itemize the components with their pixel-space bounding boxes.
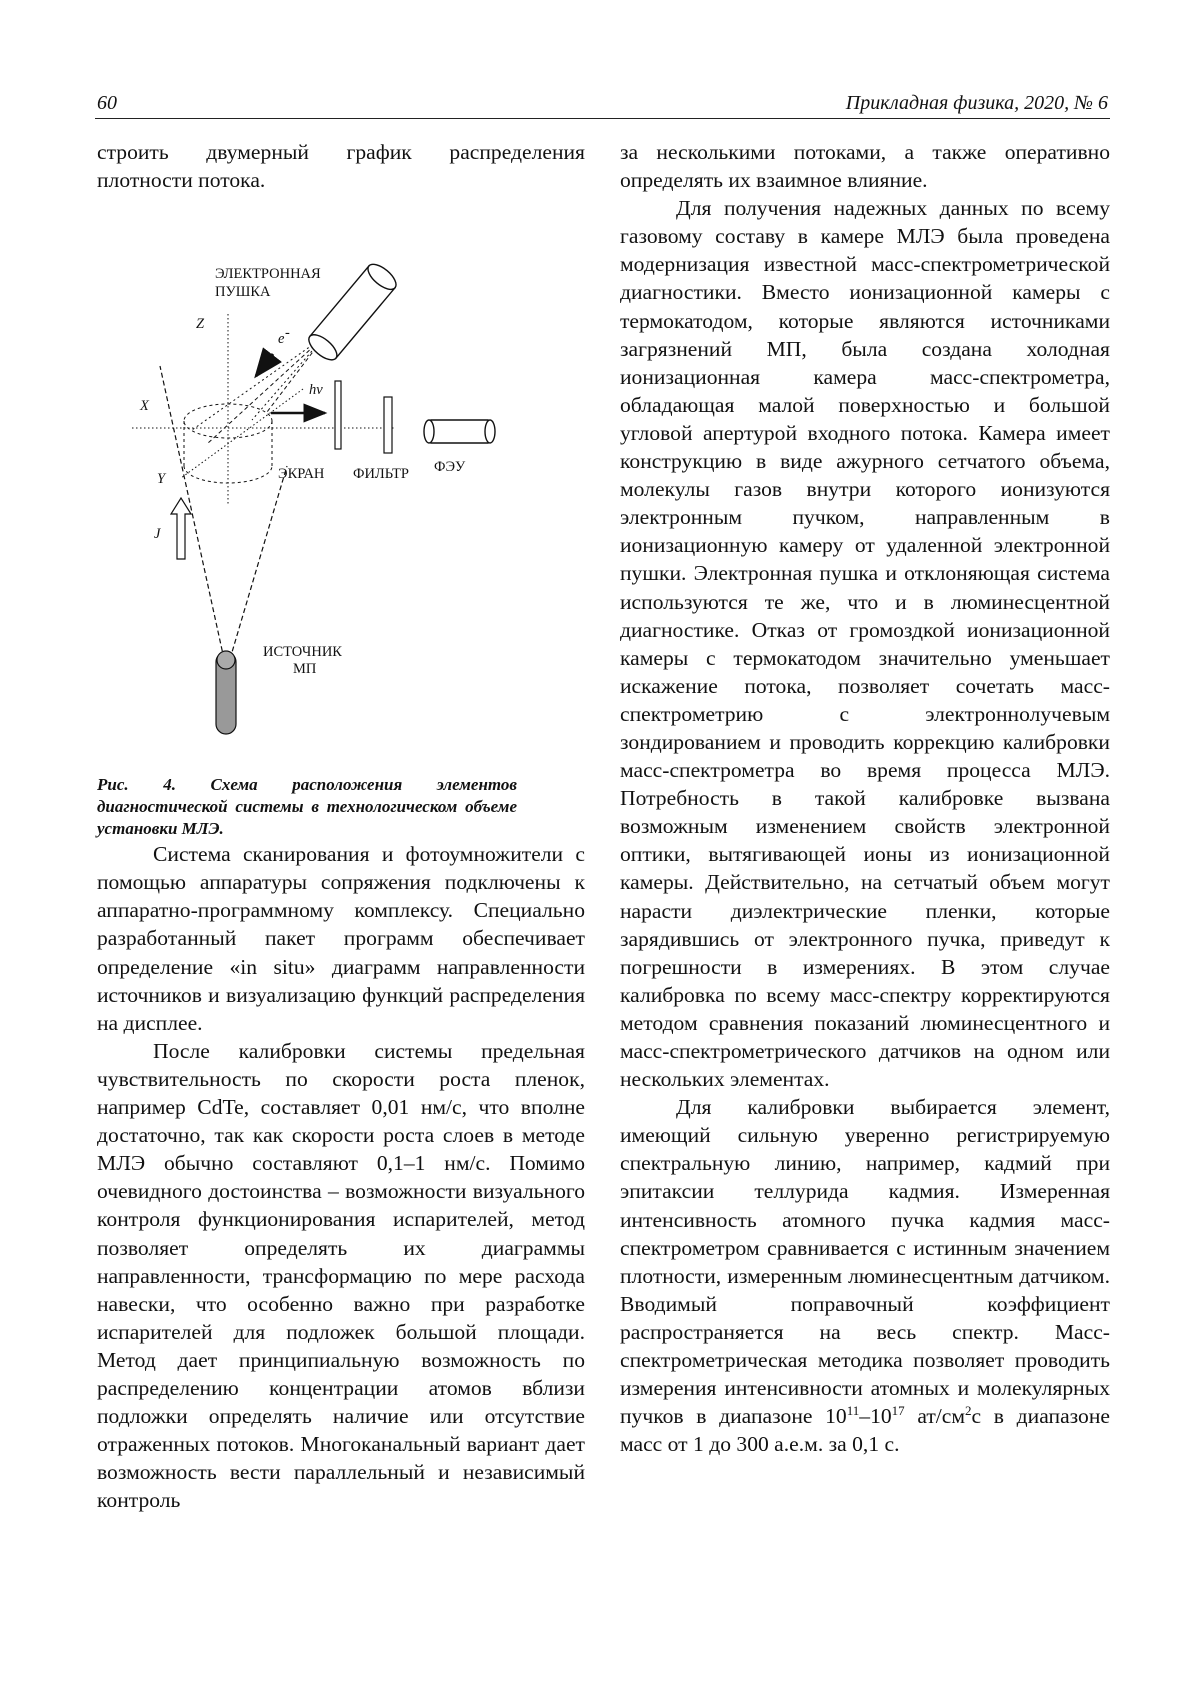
paragraph: Система сканирования и фотоумножители с помощью аппаратуры сопряжения подключены к аппаратно-программному комплексу. Специально разработанный пакет программ обеспечивает определение «in situ» диаграмм направленности источников и визуализацию функций распределения на дисплее. [97,840,585,1037]
superscript: 11 [847,1403,860,1418]
label-gun-1: ЭЛЕКТРОННАЯ [215,266,321,282]
text-run: Для калибровки выбирается элемент, имеющий сильную уверенно регистрируемую спектральную линию, например, кадмий при эпитаксии теллурида кадмия. Измеренная интенсивность атомного пучка кадмия масс-спектрометром сравнивается с истинным значением плотности, измеренным люминесцентным датчиком. Вводимый поправочный коэффициент распространяется на весь спектр. Масс-спектрометрическая методика позволяет проводить измерения интенсивности атомных и молекулярных пучков в диапазоне 10 [620,1095,1110,1428]
flux-arrow [171,498,191,559]
figure-caption: Рис. 4. Схема расположения элементов диагностической системы в технологическом объеме установки МЛЭ. [97,774,517,840]
superscript: 17 [892,1403,905,1418]
paragraph: Для получения надежных данных по всему газовому составу в камере МЛЭ была проведена модернизация известной масс-спектрометрической диагностики. Вместо ионизационной камеры с термокатодом, которые являются источниками загрязнений МП, была создана холодная ионизационная камера масс-спектрометра, обладающая малой поверхностью и большой угловой апертурой входного потока. Камера имеет конструкцию в виде ажурного сетчатого объема, молекулы газов внутри которого ионизуются электронным пучком, направленным в ионизационную камеру от удаленной электронной пушки. Электронная пушка и отклоняющая система используются те же, что и в люминесцентной диагностике. Отказ от громоздкой ионизационной камеры с термокатодом значительно уменьшает искажение потока, позволяет сочетать масс-спектрометрию с электроннолучевым зондированием и проводить коррекцию калибровки масс-спектрометра во время процесса МЛЭ. Потребность в такой калибровке вызвана возможным изменением свойств электронной оптики, вытягивающей ионы из ионизационной камеры. Действительно, на сетчатый объем могут нарасти диэлектрические пленки, которые зарядившись от электронного пучка, приведут к погрешности в измерениях. В этом случае калибровка по всему масс-спектру корректируются методом сравнения показаний люминесцентного и масс-спектрометрического датчиков на одном или нескольких элементах. [620,194,1110,1093]
beam-cone-left [160,366,224,659]
beam-cone-right [230,466,287,659]
filter [384,397,392,453]
paragraph: за несколькими потоками, а также оперативно определять их взаимное влияние. [620,138,1110,194]
label-source-2: МП [293,661,317,677]
text-run: ат/см [905,1404,965,1428]
label-e-sup: - [285,325,290,341]
diagnostic-diagram [97,194,585,774]
label-hv: hν [309,382,323,398]
label-x: X [139,398,150,414]
label-screen: ЭКРАН [278,466,325,482]
paragraph: После калибровки системы предельная чувствительность по скорости роста пленок, например CdTe, составляет 0,01 нм/с, что вполне достаточно, так как скорости роста слоев в методе МЛЭ обычно составляют 0,1–1 нм/с. Помимо очевидного достоинства – возможности визуального контроля функционирования испарителей, метод позволяет определять их диаграммы направленности, трансформацию по мере расхода навески, что особенно важно при разработке испарителей для подложек большой площади. Метод дает принципиальную возможность по распределению концентрации атомов вблизи подложки определять наличие или отсутствие отраженных потоков. Многоканальный вариант дает возможность вести параллельный и независимый контроль [97,1037,585,1515]
label-source-1: ИСТОЧНИК [263,644,342,660]
label-j: J [154,526,161,542]
label-filter: ФИЛЬТР [353,466,409,482]
label-pmt: ФЭУ [434,459,466,475]
screen [335,381,341,449]
paragraph: строить двумерный график распределения плотности потока. [97,138,585,194]
text-run: –10 [859,1404,891,1428]
text-run: с в диапазоне масс от 1 до 300 а.е.м. за 0,1 с. [620,1404,1110,1456]
paragraph [620,1093,1110,1458]
right-column [620,138,1110,1458]
measurement-volume-top [184,404,272,438]
figure-4 [97,194,585,774]
label-y: Y [157,471,167,487]
journal-title: Прикладная физика, 2020, № 6 [846,92,1108,115]
photomultiplier [424,420,495,443]
superscript: 2 [965,1403,972,1418]
label-e: e [278,331,285,347]
page-number: 60 [97,92,117,115]
source [216,651,236,734]
page-header [95,84,1110,119]
electron-arrow [256,354,273,376]
label-z: Z [196,316,205,332]
left-column [97,138,585,1514]
label-gun-2: ПУШКА [215,284,271,300]
